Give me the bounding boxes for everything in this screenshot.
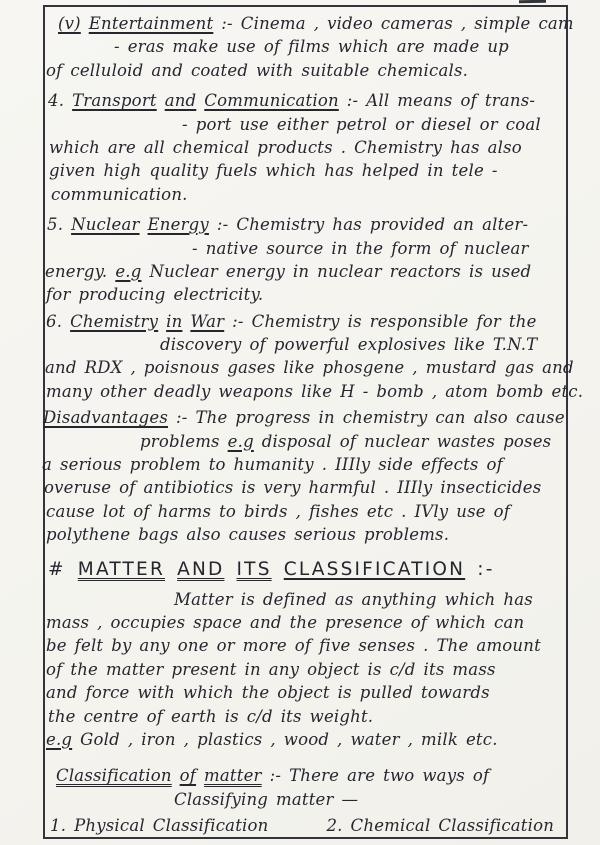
text-segment	[165, 559, 177, 580]
text-segment: energy.	[45, 261, 116, 281]
text-segment: - eras make use of films which are made up	[114, 37, 509, 57]
text-segment: Gold , iron , plastics , wood , water , milk etc.	[72, 729, 498, 749]
text-line	[42, 453, 572, 476]
text-segment: cause lot of harms to birds , fishes etc . IVly use of	[46, 501, 511, 521]
text-line	[46, 611, 572, 634]
text-segment: polythene bags also causes serious problems.	[46, 525, 450, 545]
text-segment: :- Chemistry is responsible for the	[224, 311, 537, 331]
underlined-text: of	[179, 766, 197, 786]
text-line	[46, 283, 572, 306]
text-line	[46, 380, 584, 403]
underlined-text: Classification	[56, 766, 172, 786]
text-line	[45, 260, 572, 283]
text-line	[46, 634, 572, 657]
underlined-text: MATTER	[77, 558, 165, 580]
section-heading-line	[48, 554, 572, 586]
text-segment: disposal of nuclear wastes poses	[253, 431, 552, 451]
underlined-text: matter	[204, 766, 262, 786]
underlined-text: Energy	[147, 215, 209, 235]
text-segment: communication.	[51, 184, 188, 204]
text-segment: :- There are two ways of	[261, 766, 490, 786]
text-line	[44, 476, 572, 499]
underlined-text: Communication	[204, 91, 339, 111]
text-segment: and RDX , poisnous gases like phosgene , mustard gas and	[45, 358, 574, 378]
underlined-text: Chemistry	[70, 311, 159, 331]
text-segment	[224, 559, 236, 580]
text-line	[49, 136, 572, 159]
text-segment: 5.	[47, 215, 72, 235]
stray-ink-mark	[519, 0, 546, 3]
text-line	[46, 658, 572, 681]
text-segment: :- Cinema , video cameras , simple cam	[213, 14, 574, 33]
underlined-text: Transport	[72, 91, 157, 111]
underlined-text: in	[166, 311, 183, 331]
text-segment: the centre of earth is c/d its weight.	[48, 706, 374, 726]
text-segment	[272, 559, 284, 580]
text-line	[192, 237, 572, 260]
text-line	[140, 430, 572, 453]
text-line	[46, 59, 572, 82]
text-line	[182, 113, 572, 136]
text-segment	[140, 215, 148, 234]
text-line	[50, 814, 572, 837]
underlined-text: CLASSIFICATION	[283, 558, 466, 580]
underlined-text: e.g	[227, 431, 254, 451]
text-segment: of celluloid and coated with suitable chemicals.	[46, 60, 469, 80]
text-segment: Nuclear energy in nuclear reactors is used	[141, 261, 532, 281]
text-line	[49, 159, 572, 182]
text-line	[160, 333, 572, 356]
text-line	[48, 705, 572, 728]
underlined-text: e.g	[115, 261, 142, 281]
text-segment: 2. Chemical Classification	[326, 816, 555, 836]
text-segment	[172, 766, 180, 785]
page-content	[42, 12, 584, 838]
text-line	[46, 681, 572, 704]
text-line	[47, 213, 572, 236]
text-line	[174, 588, 572, 611]
text-segment: which are all chemical products . Chemistry has also	[49, 137, 522, 157]
underlined-text: e.g	[46, 729, 73, 749]
text-segment: discovery of powerful explosives like T.N.T	[160, 335, 538, 355]
text-segment: Classifying matter —	[174, 789, 359, 809]
underlined-text: AND	[177, 558, 225, 580]
text-line	[45, 356, 572, 379]
text-segment: for producing electricity.	[46, 285, 264, 305]
text-segment: - native source in the form of nuclear	[192, 238, 529, 258]
text-line	[48, 89, 572, 112]
underlined-text: War	[190, 311, 225, 331]
text-segment: many other deadly weapons like H - bomb , atom bomb etc.	[46, 381, 584, 401]
text-segment: :- Chemistry has provided an alter-	[208, 215, 529, 235]
underlined-text: Disadvantages	[43, 408, 169, 428]
text-segment: and force with which the object is pulled towards	[46, 683, 490, 703]
text-segment: #	[48, 558, 78, 580]
underlined-text: Nuclear	[71, 215, 140, 235]
text-segment: :- The progress in chemistry can also cause	[168, 408, 565, 428]
underlined-text: (v)	[58, 14, 81, 33]
text-segment	[158, 312, 166, 331]
text-line	[46, 500, 572, 523]
underlined-text: Entertainment	[88, 14, 214, 33]
text-line	[46, 728, 572, 751]
text-line	[46, 310, 572, 333]
text-line	[56, 764, 572, 787]
text-segment: be felt by any one or more of five senses . The amount	[46, 636, 541, 656]
text-line	[51, 183, 572, 206]
text-line	[114, 35, 572, 58]
text-segment: problems	[140, 431, 228, 451]
text-segment: 1. Physical Classification	[50, 816, 269, 836]
text-segment: - port use either petrol or diesel or coal	[182, 114, 541, 134]
text-segment: :- All means of trans-	[338, 91, 536, 111]
text-segment: overuse of antibiotics is very harmful . IIIly insecticides	[44, 478, 542, 498]
text-line	[174, 788, 572, 811]
text-segment: :-	[465, 558, 495, 580]
underlined-text: ITS	[236, 558, 272, 580]
text-segment	[196, 766, 204, 785]
underlined-text: and	[164, 91, 197, 111]
text-segment: 4.	[48, 91, 73, 111]
text-segment: a serious problem to humanity . IIIly side effects of	[42, 455, 503, 475]
text-line	[46, 523, 572, 546]
text-segment: of the matter present in any object is c/d its mass	[46, 659, 496, 679]
text-line	[58, 12, 572, 35]
text-segment: mass , occupies space and the presence of which can	[46, 612, 525, 632]
text-segment: Matter is defined as anything which has	[174, 589, 533, 609]
text-segment	[157, 91, 165, 110]
text-line	[43, 406, 572, 429]
text-segment: 6.	[46, 311, 71, 331]
text-segment: given high quality fuels which has helped in tele -	[49, 161, 498, 181]
text-segment	[81, 14, 89, 33]
